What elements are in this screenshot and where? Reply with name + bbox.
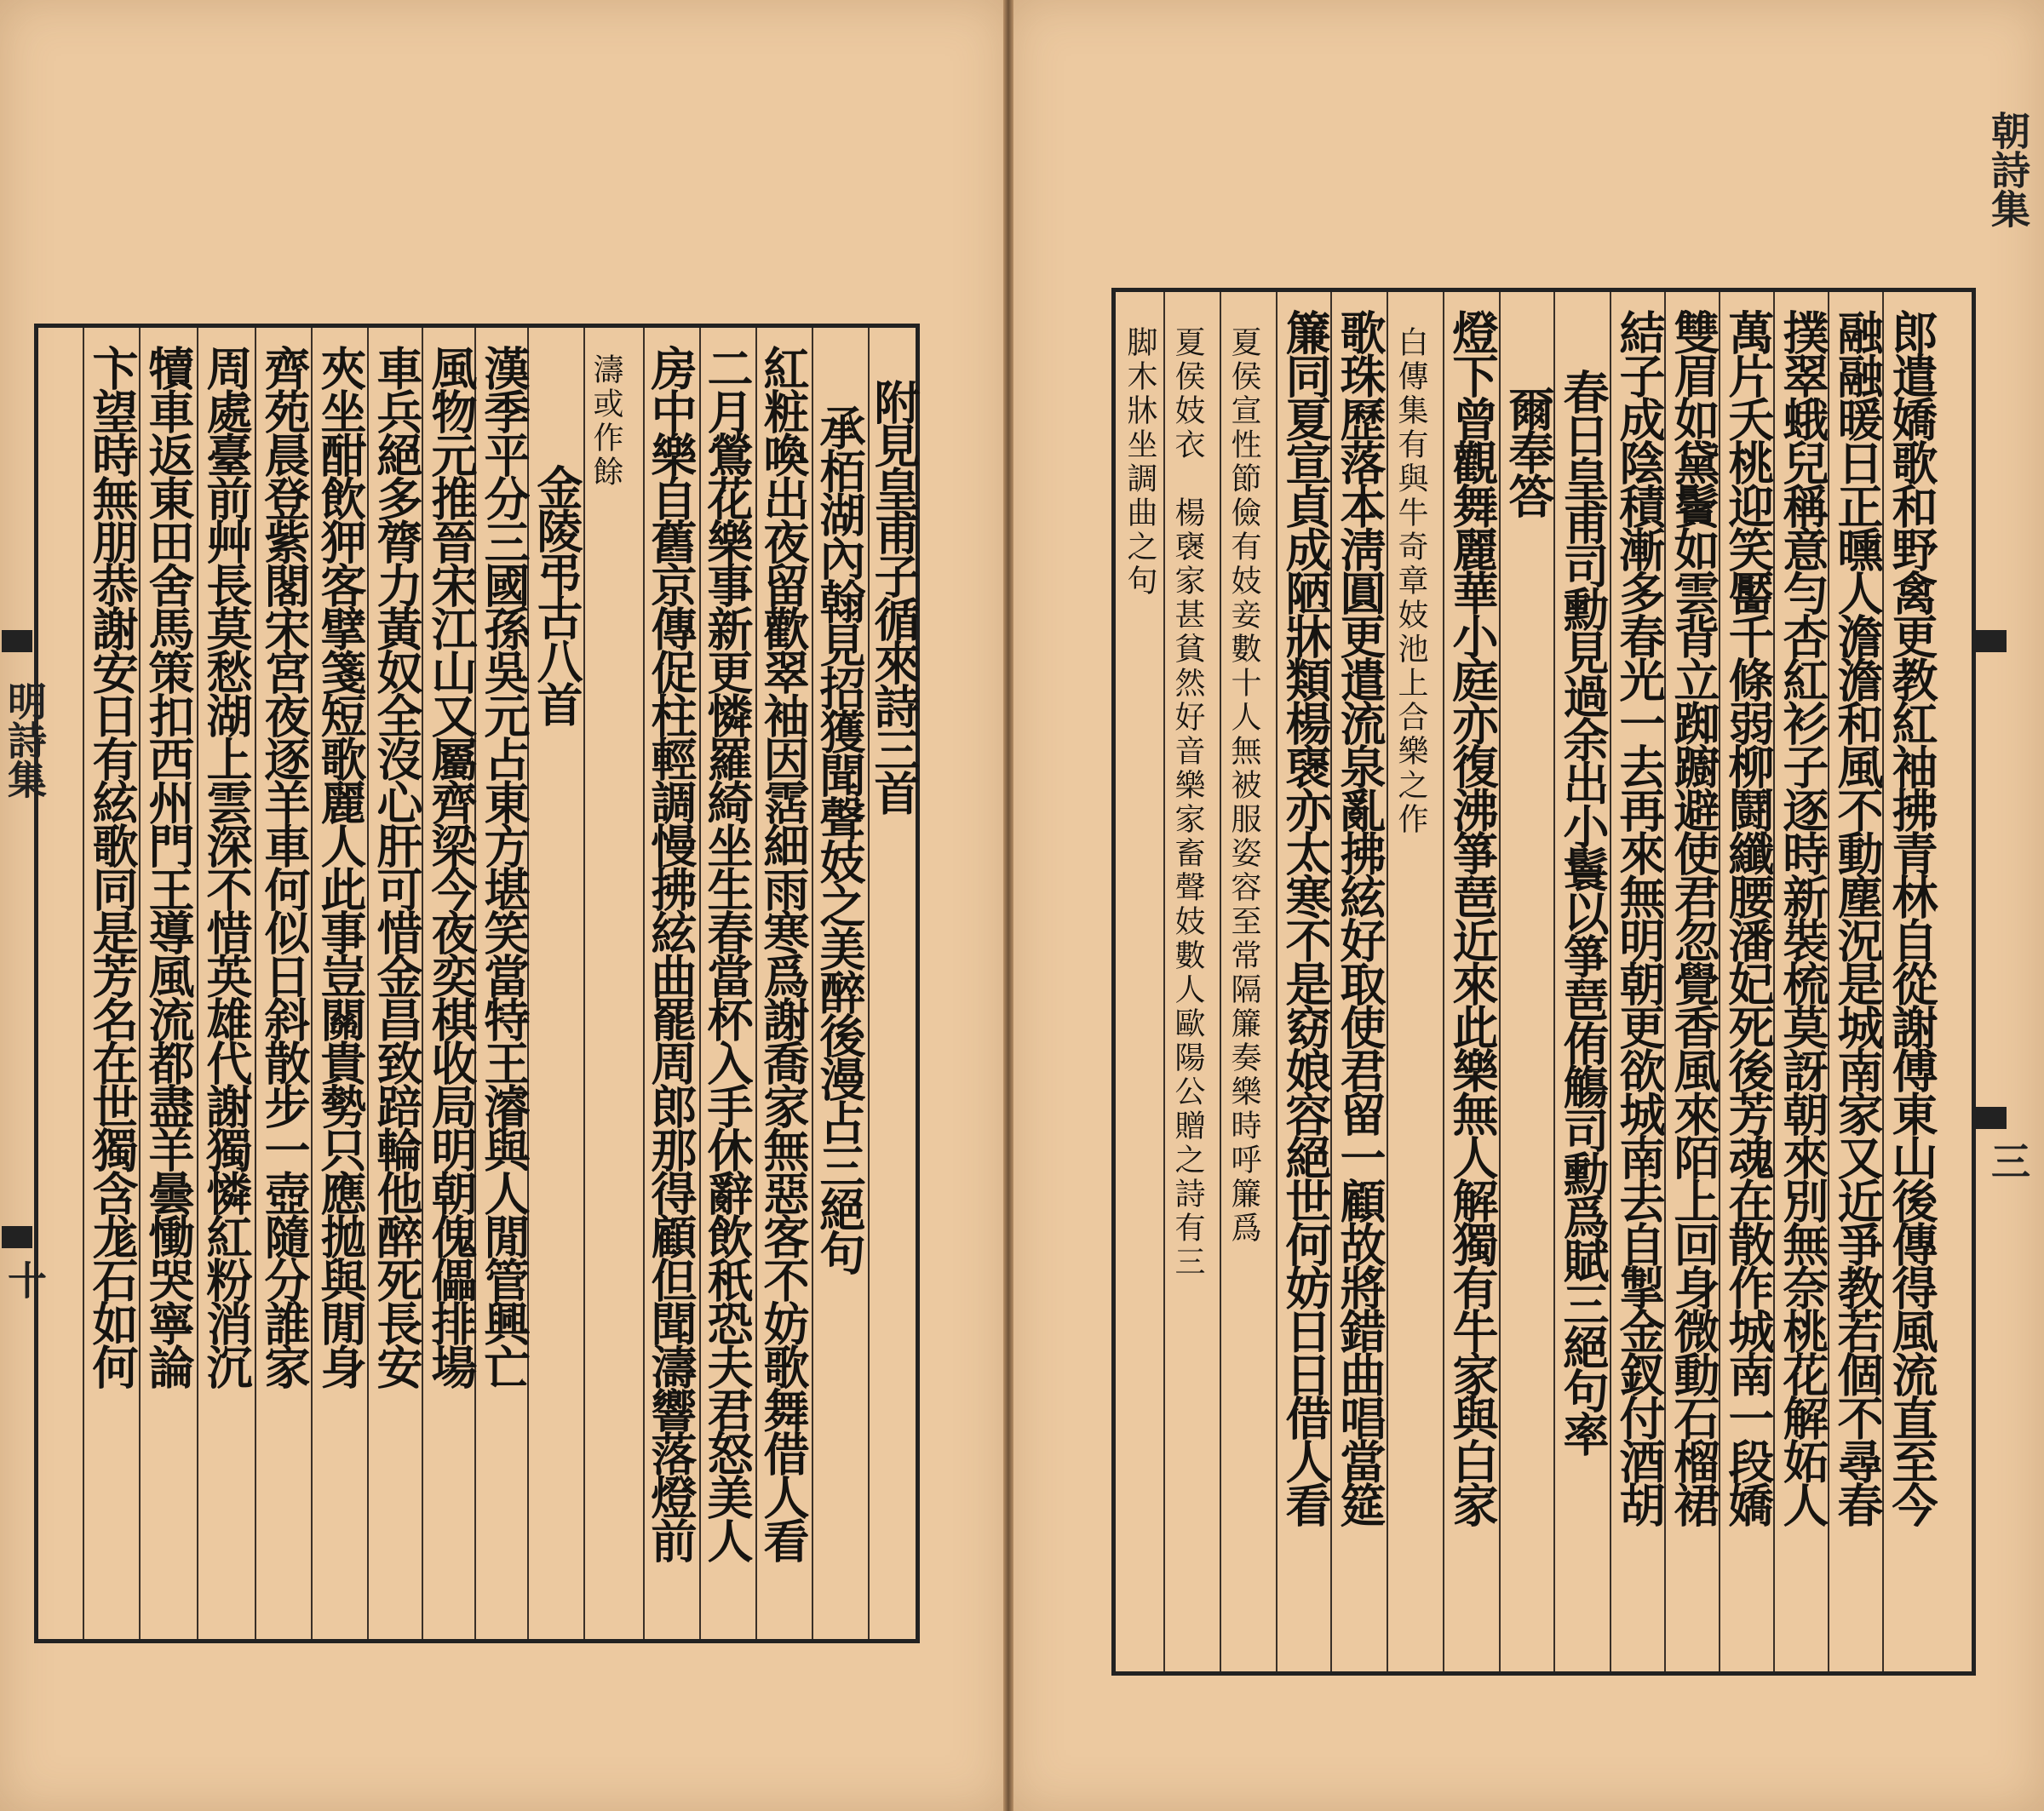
text-column: 紅粧喚出夜留歡翠袖因霑細雨寒爲謝喬家無惡客不妨歌舞借人看 xyxy=(756,345,811,1561)
note-column: 夏侯妓衣 楊襃家甚貧然好音樂家畜聲妓數人歐陽公贈之詩有三 xyxy=(1170,326,1205,1280)
section-title: 爾奉答 xyxy=(1501,386,1556,516)
text-column: 簾同夏宣貞成陋牀類楊襃亦太寒不是窈娘容絕世何妨日日借人看 xyxy=(1278,309,1333,1525)
book-spine xyxy=(1003,0,1013,1811)
column-rule xyxy=(1443,292,1444,1671)
section-title: 附見皇甫子循來詩三首 xyxy=(867,379,922,813)
section-title: 春日皇甫司勳見過余出小鬟以箏琶侑觴司勳爲賦三絕句率 xyxy=(1556,369,1611,1454)
text-column: 歌珠歷落本淸圓更遣流泉亂拂絃好取使君留一顧故將錯曲唱當筵 xyxy=(1333,309,1387,1525)
text-column: 卞望時無朋恭謝安日有絃歌同是芳名在世獨含尨石如何 xyxy=(85,345,140,1387)
left-text-frame xyxy=(34,324,920,1643)
note-column: 夏侯宣性節儉有妓妾數十人無被服姿容至常隔簾奏樂時呼簾爲 xyxy=(1226,326,1261,1246)
text-column: 犢車返東田舍馬策扣西州門王導風流都盡羊曇慟哭寧論 xyxy=(141,345,196,1387)
section-title: 承栢湖內翰見招獲聞聲妓之美醉後漫占三絕句 xyxy=(812,404,867,1273)
column-rule xyxy=(1220,292,1221,1671)
text-column: 漢季平分三國孫吳元占東方堪笑當特王濬與人閒管興亡 xyxy=(477,345,531,1387)
right-text-frame xyxy=(1111,288,1976,1676)
column-rule xyxy=(1163,292,1165,1671)
fishtail-mark xyxy=(1976,1107,2007,1129)
fishtail-mark xyxy=(2,630,32,652)
note-column: 脚木牀坐調曲之句 xyxy=(1122,326,1157,599)
fishtail-mark xyxy=(1976,630,2007,652)
text-column: 雙眉如黛鬢如雲背立踟躕避使君忽覺香風來陌上回身微動石榴裙 xyxy=(1667,309,1721,1525)
section-title: 金陵弔古八首 xyxy=(530,464,584,725)
column-rule xyxy=(197,328,198,1639)
text-column: 撲翠蛾兒稱意勻杏紅衫子逐時新裝梳莫訝朝來別無奈桃花解妬人 xyxy=(1776,309,1830,1525)
margin-title: 明詩集 xyxy=(2,681,48,799)
text-column: 房中樂自舊京傳促柱輕調慢拂絃曲罷周郎那得顧但聞濤響落燈前 xyxy=(644,345,698,1561)
text-column: 融融暖日正曛人澹澹和風不動塵況是城南家又近爭教若個不尋春 xyxy=(1830,309,1885,1525)
text-column: 二月鶯花樂事新更憐羅綺坐生春當杯入手休辭飲秖恐夫君怒美人 xyxy=(700,345,755,1561)
text-column: 夾坐酣飲狎客擘箋短歌麗人此事豈關貴勢只應拋與閒身 xyxy=(313,345,368,1387)
column-rule xyxy=(1276,292,1278,1671)
note-column: 白傳集有與牛奇章妓池上合樂之作 xyxy=(1393,326,1428,837)
text-column: 車兵絕多膂力黃奴全沒心肝可惜金昌致踣輪他醉死長安 xyxy=(370,345,424,1387)
text-column: 結子成陰積漸多春光一去再來無明朝更欲城南去自掣金釵付酒胡 xyxy=(1612,309,1667,1525)
column-rule xyxy=(83,328,84,1639)
fishtail-mark xyxy=(2,1226,32,1248)
margin-page-number: 三 xyxy=(1985,1141,2031,1180)
text-column: 周處臺前艸長莫愁湖上雲深不惜英雄代謝獨憐紅粉消沉 xyxy=(199,345,254,1387)
margin-title: 朝詩集 xyxy=(1985,111,2031,228)
text-column: 郎遣嬌歌和野禽更教紅袖拂青林自從謝傅東山後傳得風流直至今 xyxy=(1885,309,1939,1525)
margin-page-number: 十 xyxy=(2,1260,48,1299)
text-column: 萬片夭桃迎笑靨千條弱柳鬪纖腰潘妃死後芳魂在散作城南一段嬌 xyxy=(1721,309,1776,1525)
text-column: 燈下曾觀舞麗華小庭亦復沸箏琶近來此樂無人解獨有牛家與白家 xyxy=(1445,309,1500,1525)
text-column: 齊苑晨登紫閣宋宮夜逐羊車何似日斜散步一壺隨分誰家 xyxy=(257,345,312,1387)
text-column: 風物元推晉宋江山又屬齊梁今夜奕棋收局明朝傀儡排場 xyxy=(424,345,479,1387)
column-rule xyxy=(255,328,256,1639)
note-column: 濤或作餘 xyxy=(589,353,623,490)
